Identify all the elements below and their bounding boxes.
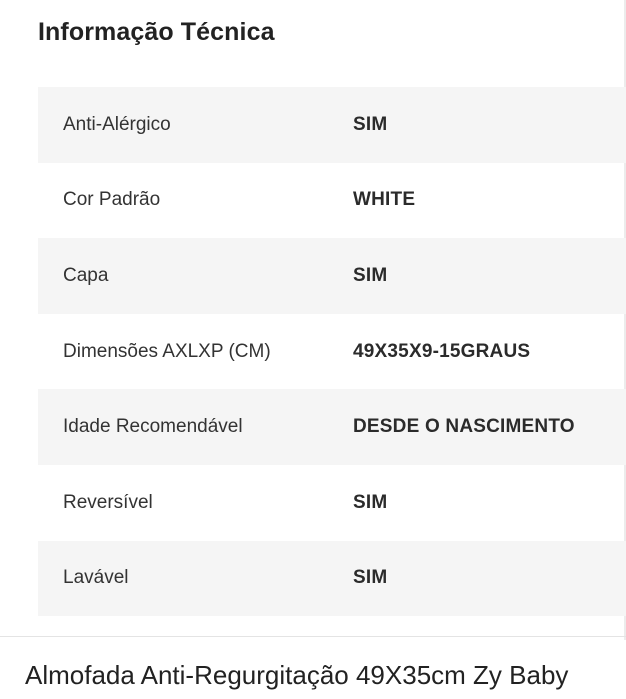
spec-value: SIM: [353, 113, 388, 135]
section-divider: [0, 636, 626, 637]
section-title: Informação Técnica: [38, 18, 275, 46]
spec-value: SIM: [353, 567, 388, 589]
table-row: [38, 238, 626, 314]
spec-label: Capa: [63, 264, 109, 286]
spec-value: SIM: [353, 491, 388, 513]
table-row: [38, 541, 626, 617]
spec-label: Reversível: [63, 491, 153, 513]
spec-label: Idade Recomendável: [63, 416, 243, 438]
spec-label: Dimensões AXLXP (CM): [63, 340, 271, 362]
table-row: [38, 389, 626, 465]
table-row: [38, 163, 626, 239]
spec-value: DESDE O NASCIMENTO: [353, 416, 575, 438]
spec-label: Cor Padrão: [63, 189, 161, 211]
table-row: [38, 314, 626, 390]
table-row: [38, 465, 626, 541]
technical-info-table: [38, 87, 626, 616]
spec-label: Anti-Alérgico: [63, 113, 171, 135]
table-row: [38, 87, 626, 163]
spec-label: Lavável: [63, 567, 129, 589]
spec-value: SIM: [353, 264, 388, 286]
product-title: Almofada Anti-Regurgitação 49X35cm Zy Baby: [25, 660, 569, 690]
spec-value: 49X35X9-15GRAUS: [353, 340, 531, 362]
spec-value: WHITE: [353, 189, 416, 211]
